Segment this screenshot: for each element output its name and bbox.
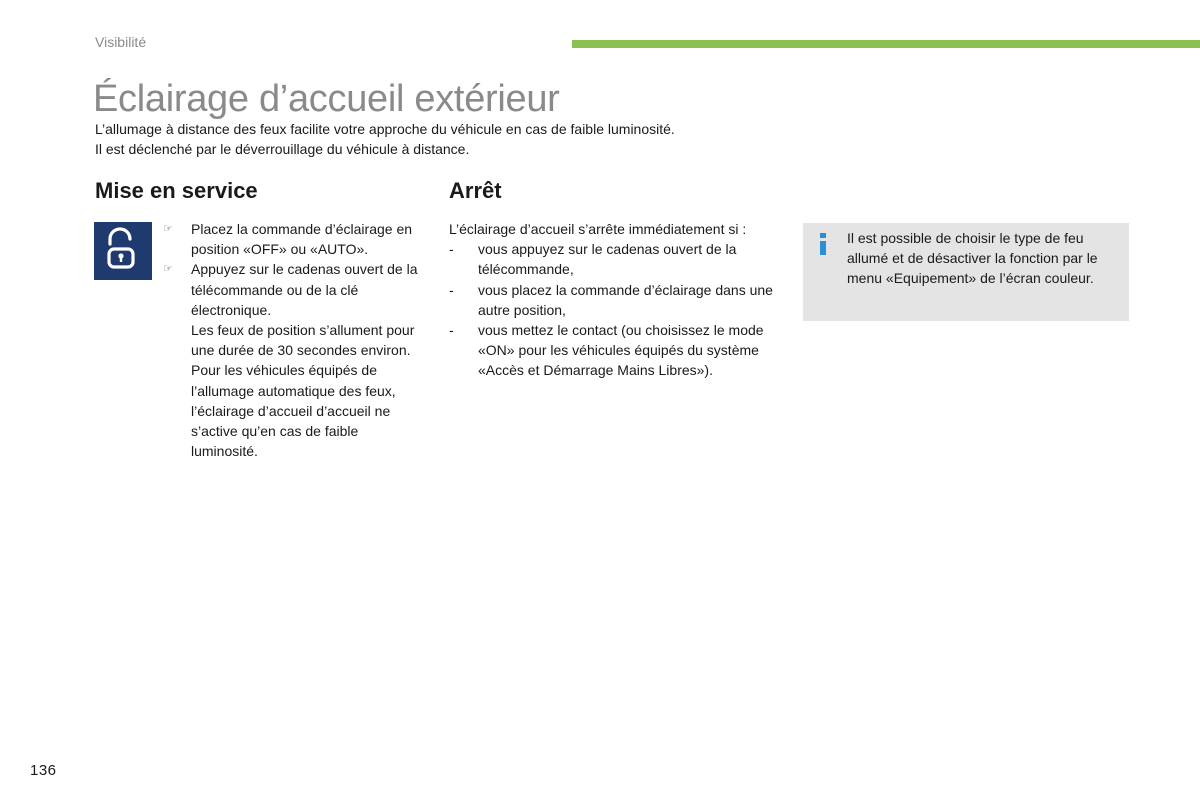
- info-icon: [817, 233, 831, 255]
- intro-text: [95, 119, 815, 159]
- arret-intro: L’éclairage d’accueil s’arrête immédiatement si :: [449, 221, 747, 237]
- intro-line: Il est déclenché par le déverrouillage du véhicule à distance.: [95, 141, 470, 157]
- list-item-text: vous placez la commande d’éclairage dans une autre position,: [478, 281, 773, 318]
- list-item-text: Appuyez sur le cadenas ouvert de la télécommande ou de la clé électronique.: [191, 261, 418, 318]
- pointing-hand-icon: ☞: [163, 263, 173, 276]
- header-accent-bar: [572, 40, 1200, 48]
- intro-line: L’allumage à distance des feux facilite votre approche du véhicule en cas de faible luminosité.: [95, 121, 675, 137]
- list-dash: -: [449, 322, 454, 339]
- page-number: 136: [30, 762, 57, 779]
- list-item: [163, 259, 423, 461]
- list-dash: -: [449, 281, 454, 298]
- mise-en-service-content: [163, 219, 423, 461]
- list-item: [449, 280, 779, 320]
- list-item-text: vous mettez le contact (ou choisissez le mode «ON» pour les véhicules équipés du système «Accès et Démarrage Mains Libres»).: [478, 322, 764, 379]
- list-dash: -: [449, 241, 454, 258]
- info-box: [803, 223, 1129, 321]
- heading-arret: Arrêt: [449, 178, 502, 203]
- list-item: [449, 320, 779, 381]
- heading-mise-en-service: Mise en service: [95, 178, 258, 203]
- info-text: Il est possible de choisir le type de feu allumé et de désactiver la fonction par le menu «Equipement» de l’écran couleur.: [847, 230, 1098, 287]
- list-item-text: vous appuyez sur le cadenas ouvert de la télécommande,: [478, 241, 737, 278]
- section-label: Visibilité: [95, 34, 147, 50]
- list-item: [449, 239, 779, 279]
- open-padlock-icon: [94, 222, 152, 280]
- pointing-hand-icon: ☞: [163, 223, 173, 235]
- list-item: [163, 219, 423, 259]
- mise-en-service-note: Les feux de position s’allument pour une durée de 30 secondes environ. Pour les véhicules équipés de l’allumage automatique des feux, l’éclairage d’accueil d’accueil ne s’active qu’en cas de faible luminosité.: [191, 322, 415, 460]
- list-item-text: Placez la commande d’éclairage en position «OFF» ou «AUTO».: [191, 221, 413, 258]
- arret-content: [449, 219, 779, 381]
- page-title: Éclairage d’accueil extérieur: [93, 78, 560, 120]
